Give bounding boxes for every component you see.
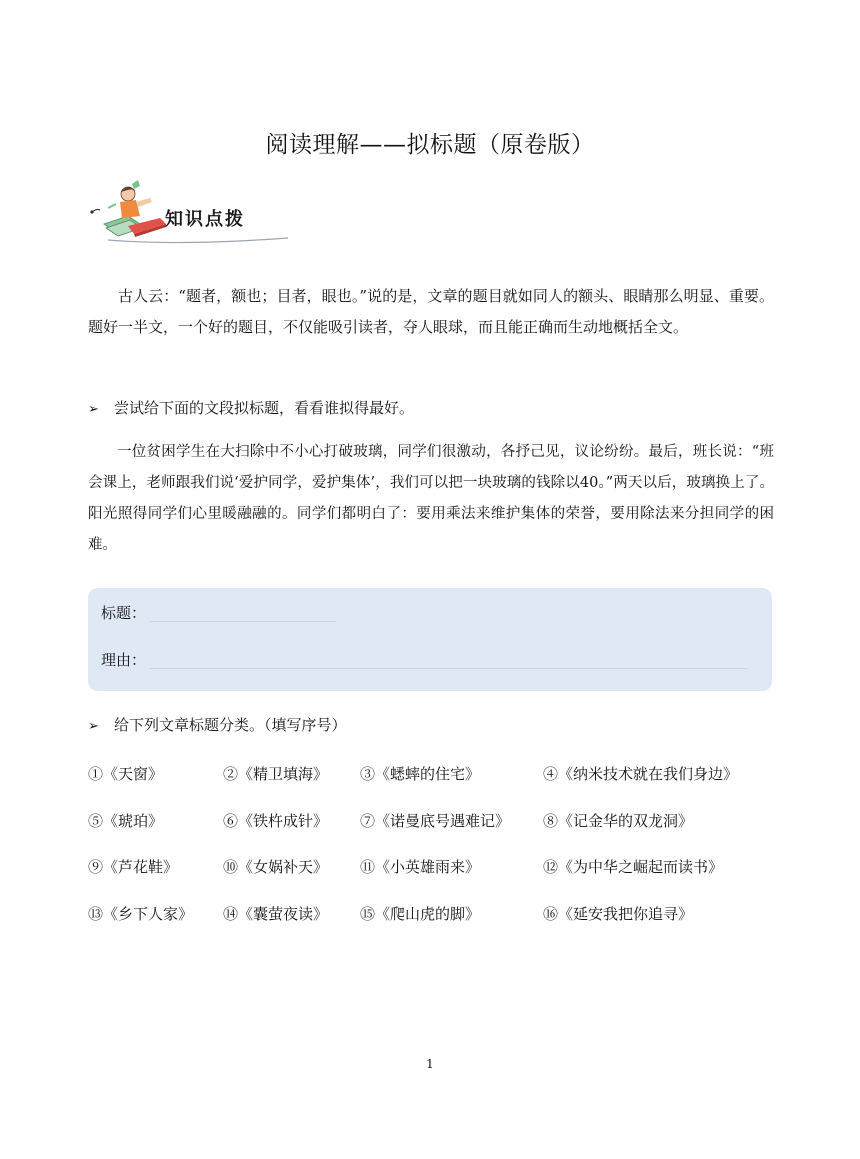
- reason-answer-line[interactable]: [150, 668, 748, 669]
- title-item: ⑫《为中华之崛起而读书》: [543, 858, 724, 876]
- intro-paragraph: 古人云：“题者，额也；目者，眼也。”说的是，文章的题目就如同人的额头、眼睛那么明显、重要。题好一半文，一个好的题目，不仅能吸引读者，夺人眼球，而且能正确而生动地概括全文。: [88, 287, 774, 336]
- title-item: ①《天窗》: [88, 765, 164, 783]
- answer-box: [88, 588, 772, 691]
- title-item: ⑧《记金华的双龙洞》: [543, 812, 694, 830]
- page-title: 阅读理解——拟标题（原卷版）: [265, 132, 595, 158]
- title-answer-line[interactable]: [150, 621, 336, 622]
- title-item: ③《蟋蟀的住宅》: [360, 765, 481, 783]
- title-item: ⑯《延安我把你追寻》: [543, 905, 694, 923]
- task1-instruction-line: [88, 396, 414, 422]
- bullet-arrow-icon: ➢: [88, 402, 99, 417]
- title-item: ⑮《爬山虎的脚》: [360, 905, 481, 923]
- reason-answer-label: 理由：: [101, 651, 147, 669]
- task2-instruction: 给下列文章标题分类。（填写序号）: [114, 716, 347, 734]
- title-item: ⑪《小英雄雨来》: [360, 858, 481, 876]
- title-item: ⑩《女娲补天》: [223, 858, 329, 876]
- bullet-arrow-icon: ➢: [88, 719, 99, 734]
- section-banner-label: 知识点拨: [165, 209, 245, 230]
- section-banner: [88, 180, 293, 248]
- title-item: ⑦《诺曼底号遇难记》: [360, 812, 511, 830]
- passage-text: 一位贫困学生在大扫除中不小心打破玻璃，同学们很激动，各抒己见，议论纷纷。最后，班长说：“班会课上，老师跟我们说‘爱护同学，爱护集体’，我们可以把一块玻璃的钱除以40。”两天以后，玻璃换上了。阳光照得同学们心里暖融融的。同学们都明白了：要用乘法来维护集体的荣誉，要用除法来分担同学的困难。: [88, 444, 774, 553]
- title-item: ④《纳米技术就在我们身边》: [543, 765, 739, 783]
- page-number: 1: [426, 1057, 434, 1071]
- title-item: ⑥《铁杵成针》: [223, 812, 329, 830]
- title-item: ⑬《乡下人家》: [88, 905, 194, 923]
- title-item: ②《精卫填海》: [223, 765, 329, 783]
- title-item: ⑤《琥珀》: [88, 812, 164, 830]
- title-item: ⑭《囊萤夜读》: [223, 905, 329, 923]
- title-item: ⑨《芦花鞋》: [88, 858, 179, 876]
- task1-instruction: 尝试给下面的文段拟标题，看看谁拟得最好。: [114, 399, 415, 417]
- title-answer-label: 标题：: [101, 604, 147, 622]
- task2-instruction-line: [88, 713, 347, 739]
